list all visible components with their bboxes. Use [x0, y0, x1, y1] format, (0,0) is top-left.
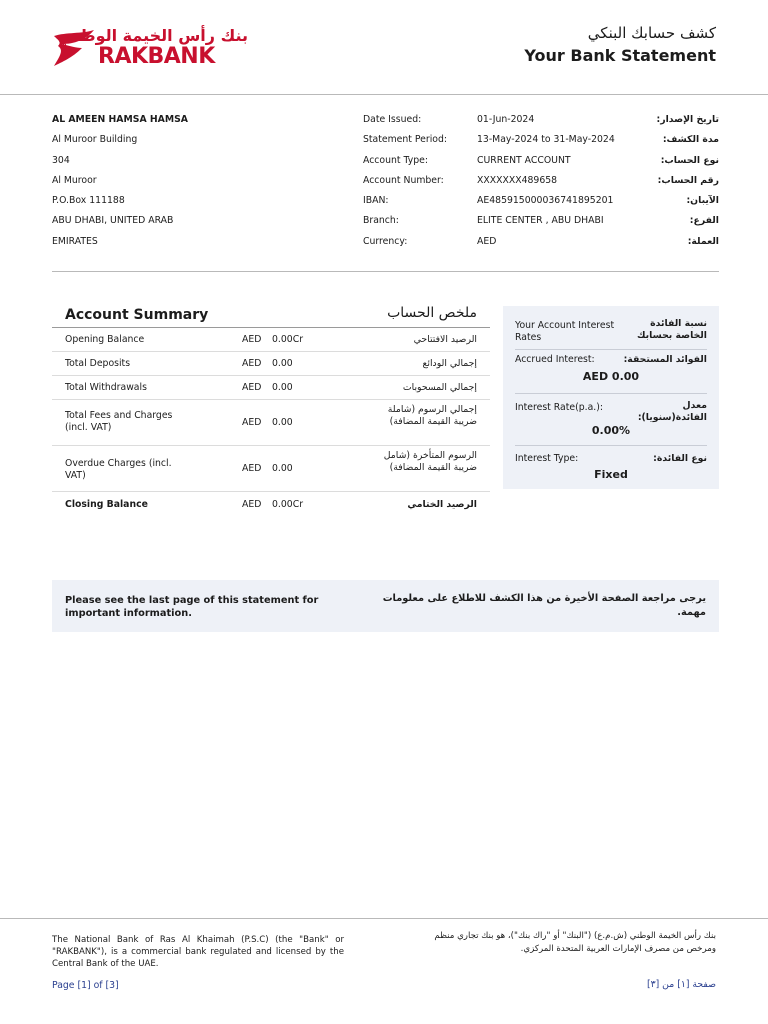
interest-rate-value: 0.00%	[591, 424, 631, 437]
detail-value: AE485915000036741895201	[477, 195, 614, 207]
footer-disclaimer: The National Bank of Ras Al Khaimah (P.S.C) (the "Bank" or "RAKBANK"), is a commercial bank regulated and licensed by the Central Bank of the UAE.	[52, 935, 344, 969]
detail-label: Currency:	[363, 235, 408, 247]
summary-label: Closing Balance	[65, 499, 148, 510]
interest-header-label-arabic: نسبة الفائدة الخاصة بحسابك	[636, 318, 707, 341]
summary-label-arabic: إجمالي الودائع	[422, 358, 477, 369]
summary-row-total-deposits	[52, 352, 490, 376]
interest-header-label: Your Account Interest Rates	[515, 320, 615, 343]
interest-accrued	[515, 350, 707, 394]
detail-label: Account Number:	[363, 174, 444, 186]
statement-details	[363, 113, 719, 255]
interest-type	[515, 446, 707, 489]
interest-header	[515, 306, 707, 350]
address-line: 304	[52, 154, 70, 166]
detail-label: Account Type:	[363, 154, 428, 166]
summary-row-opening-balance	[52, 328, 490, 352]
detail-label-arabic: تاريخ الإصدار:	[656, 114, 719, 125]
detail-currency	[363, 235, 719, 255]
accrued-interest-label: Accrued Interest:	[515, 354, 595, 365]
detail-label: IBAN:	[363, 195, 389, 207]
interest-type-label-arabic: نوع الفائدة:	[653, 453, 707, 464]
detail-label-arabic: الفرع:	[689, 215, 719, 227]
summary-row-total-withdrawals	[52, 376, 490, 400]
summary-currency: AED	[242, 463, 262, 474]
rakbank-logo	[52, 26, 252, 70]
page-number: Page [1] of [3]	[52, 980, 119, 991]
summary-amount: 0.00Cr	[272, 499, 304, 510]
summary-label-arabic: إجمالي المسحوبات	[402, 382, 477, 393]
summary-label: Total Withdrawals	[65, 382, 147, 393]
header-divider	[0, 94, 768, 95]
summary-amount: 0.00	[272, 417, 293, 428]
detail-value: ELITE CENTER , ABU DHABI	[477, 215, 604, 227]
summary-label: Total Deposits	[65, 358, 131, 369]
account-summary-header	[52, 305, 490, 328]
detail-label-arabic: مدة الكشف:	[662, 134, 719, 146]
account-summary-title-arabic: ملخص الحساب	[387, 305, 477, 321]
detail-label: Statement Period:	[363, 134, 447, 146]
footer-divider	[0, 918, 768, 919]
detail-value: AED	[477, 235, 497, 247]
detail-value: CURRENT ACCOUNT	[477, 154, 571, 166]
address-line: Al Muroor	[52, 174, 97, 186]
detail-branch	[363, 214, 719, 234]
summary-row-overdue-charges	[52, 446, 490, 492]
detail-label: Date Issued:	[363, 114, 422, 125]
account-summary	[52, 305, 490, 516]
interest-rates-panel	[503, 306, 719, 489]
summary-row-closing-balance	[52, 492, 490, 516]
interest-type-label: Interest Type:	[515, 453, 579, 464]
notice-text-arabic: يرجى مراجعة الصفحة الأخيرة من هذا الكشف للاطلاع على معلومات مهمة.	[382, 593, 706, 618]
footer-disclaimer-arabic: بنك رأس الخيمة الوطني (ش.م.ع) ("البنك" أو "راك بنك")، هو بنك تجاري منظم ومرخص من مصرف الإمارات العربية المتحدة المركزي.	[434, 931, 716, 954]
notice-text: Please see the last page of this statement for important information.	[65, 595, 319, 619]
address-line: Al Muroor Building	[52, 134, 138, 146]
summary-label-arabic: الرسوم المتأخرة (شامل ضريبة القيمة المضافة)	[383, 450, 477, 473]
document-title-arabic: كشف حسابك البنكي	[587, 24, 716, 42]
summary-amount: 0.00	[272, 463, 293, 474]
summary-label: Overdue Charges (incl. VAT)	[65, 458, 172, 481]
summary-row-total-fees	[52, 400, 490, 446]
summary-label-arabic: إجمالي الرسوم (شاملة ضريبة القيمة المضافة)	[387, 404, 477, 427]
interest-rate-label-arabic: معدل الفائدة(سنويا):	[637, 400, 707, 423]
summary-label-arabic: الرصيد الافتتاحي	[413, 334, 477, 345]
detail-date-issued	[363, 113, 719, 133]
interest-type-value: Fixed	[594, 468, 628, 481]
detail-label-arabic: رقم الحساب:	[657, 174, 719, 186]
customer-name: AL AMEEN HAMSA HAMSA	[52, 114, 188, 125]
document-title	[524, 24, 716, 65]
summary-amount: 0.00Cr	[272, 334, 304, 345]
summary-currency: AED	[242, 334, 262, 345]
interest-rate	[515, 394, 707, 446]
summary-currency: AED	[242, 382, 262, 393]
detail-label-arabic: نوع الحساب:	[660, 154, 719, 166]
detail-statement-period	[363, 133, 719, 153]
detail-label-arabic: الآيبان:	[686, 195, 719, 207]
page-number-arabic: صفحة [١] من [٣]	[646, 979, 716, 990]
address-line: EMIRATES	[52, 235, 98, 247]
detail-account-number	[363, 174, 719, 194]
detail-value: XXXXXXX489658	[477, 174, 558, 186]
summary-label: Opening Balance	[65, 334, 145, 345]
important-info-notice	[52, 580, 719, 632]
accrued-interest-label-arabic: الفوائد المستحقة:	[623, 354, 707, 365]
accrued-interest-value: AED 0.00	[582, 370, 640, 383]
interest-rate-label: Interest Rate(p.a.):	[515, 402, 603, 413]
account-summary-title: Account Summary	[65, 307, 209, 323]
detail-account-type	[363, 154, 719, 174]
bank-name-arabic: بنك رأس الخيمة الوطني	[57, 26, 248, 45]
detail-iban	[363, 194, 719, 214]
address-line: P.O.Box 111188	[52, 195, 125, 207]
summary-currency: AED	[242, 358, 262, 369]
address-line: ABU DHABI, UNITED ARAB	[52, 215, 174, 227]
section-divider	[52, 271, 719, 272]
summary-currency: AED	[242, 499, 262, 510]
summary-label-arabic: الرصيد الختامي	[407, 499, 477, 510]
detail-value: 01-Jun-2024	[477, 114, 535, 125]
document-title-english: Your Bank Statement	[524, 46, 716, 65]
bank-name: RAKBANK	[98, 44, 215, 69]
summary-currency: AED	[242, 417, 262, 428]
detail-value: 13-May-2024 to 31-May-2024	[477, 134, 615, 146]
summary-label: Total Fees and Charges (incl. VAT)	[65, 410, 173, 433]
customer-address-block	[52, 113, 352, 255]
detail-label-arabic: العملة:	[687, 235, 719, 247]
summary-amount: 0.00	[272, 358, 293, 369]
summary-amount: 0.00	[272, 382, 293, 393]
detail-label: Branch:	[363, 215, 399, 227]
